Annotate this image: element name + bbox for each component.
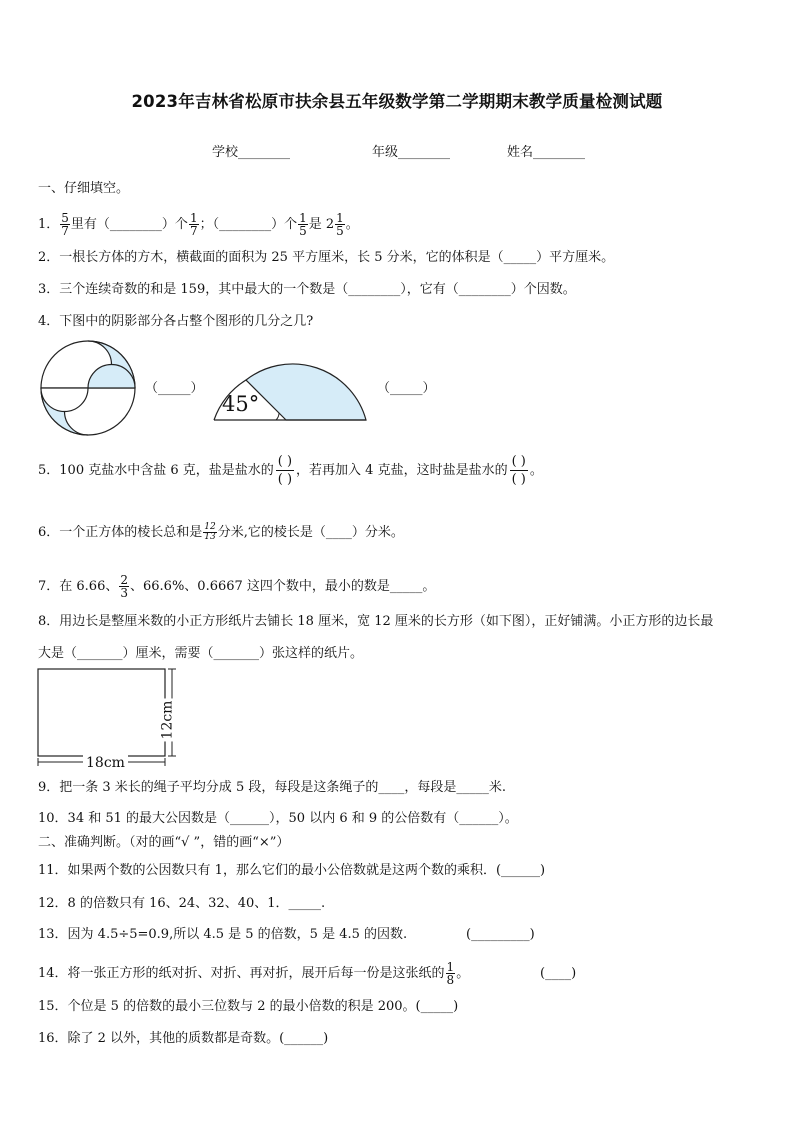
question-8-line-2: 大是（_______）厘米，需要（_______）张这样的纸片。	[38, 646, 364, 661]
school-field: 学校________	[212, 145, 291, 160]
question-16: 16．除了 2 以外，其他的质数都是奇数。(______)	[38, 1031, 329, 1046]
angle-label: 45°	[222, 392, 260, 416]
section-heading-2: 二、准确判断。（对的画“√ ”，错的画“×”）	[38, 835, 290, 850]
question-4: 4．下图中的阴影部分各占整个图形的几分之几?	[38, 314, 314, 329]
question-2: 2．一根长方体的方木，横截面的面积为 25 平方厘米，长 5 分米，它的体积是（_____）平方厘米。	[38, 250, 615, 265]
empty-fraction: $\frac{( )}{( )}$	[277, 454, 293, 487]
fraction: $\frac{1}{5}$	[299, 211, 307, 238]
question-6: 6．一个正方体的棱长总和是 $\frac{12}{13}$ 分米,它的棱长是（____）分米。	[38, 522, 404, 542]
section-heading-1: 一、仔细填空。	[38, 181, 130, 196]
fraction: $\frac{1}{7}$	[189, 211, 198, 238]
empty-fraction: $\frac{( )}{( )}$	[511, 454, 526, 487]
grade-field: 年级________	[372, 145, 451, 160]
fraction: $\frac{12}{13}$	[204, 522, 216, 542]
width-label: 18cm	[83, 755, 128, 771]
fraction: $\frac{5}{7}$	[61, 211, 69, 238]
question-15: 15．个位是 5 的倍数的最小三位数与 2 的最小倍数的积是 200。(_____)	[38, 999, 459, 1014]
question-14-blank: (____)	[540, 966, 577, 981]
fraction: $\frac{1}{8}$	[446, 960, 455, 987]
question-9: 9．把一条 3 米长的绳子平均分成 5 段，每段是这条绳子的____，每段是_____米.	[38, 780, 506, 795]
fraction: $\frac{2}{3}$	[120, 573, 128, 600]
figure-2-answer-blank: （_____）	[377, 381, 436, 396]
question-8-line-1: 8．用边长是整厘米数的小正方形纸片去铺长 18 厘米，宽 12 厘米的长方形（如下图），正好铺满。小正方形的边长最	[38, 614, 714, 629]
question-14: 14．将一张正方形的纸对折、对折、再对折，展开后每一份是这张纸的 $\frac{1}{8}$ 。	[38, 960, 470, 987]
shaded-circle-figure	[38, 338, 138, 438]
question-12: 12．8 的倍数只有 16、24、32、40、1．_____.	[38, 896, 326, 911]
question-11: 11．如果两个数的公因数只有 1，那么它们的最小公倍数就是这两个数的乘积．(______)	[38, 863, 546, 878]
question-13-blank: (_________)	[466, 927, 535, 942]
question-1: 1． $\frac{5}{7}$ 里有（________）个 $\frac{1}{7}$ ；（________）个 $\frac{1}{5}$ 是 2 $\frac{1}{5}$ 。	[38, 211, 359, 238]
height-label: 12cm	[159, 700, 176, 740]
question-5: 5．100 克盐水中含盐 6 克，盐是盐水的 $\frac{( )}{( )}$ ，若再加入 4 克盐，这时盐是盐水的 $\frac{( )}{( )}$ 。	[38, 454, 543, 487]
name-field: 姓名________	[507, 145, 586, 160]
question-10: 10．34 和 51 的最大公因数是（______），50 以内 6 和 9 的公倍数有（______）。	[38, 811, 518, 826]
fraction: $\frac{1}{5}$	[336, 211, 344, 238]
figure-1-answer-blank: （_____）	[145, 381, 204, 396]
question-3: 3．三个连续奇数的和是 159，其中最大的一个数是（________），它有（________）个因数。	[38, 282, 576, 297]
page-title: 2023年吉林省松原市扶余县五年级数学第二学期期末教学质量检测试题	[131, 92, 663, 111]
question-number: 1．	[38, 217, 60, 232]
question-13: 13．因为 4.5÷5=0.9,所以 4.5 是 5 的倍数，5 是 4.5 的因数.	[38, 927, 408, 942]
question-7: 7．在 6.66、 $\frac{2}{3}$ 、66.6%、0.6667 这四个数中，最小的数是_____。	[38, 573, 436, 600]
